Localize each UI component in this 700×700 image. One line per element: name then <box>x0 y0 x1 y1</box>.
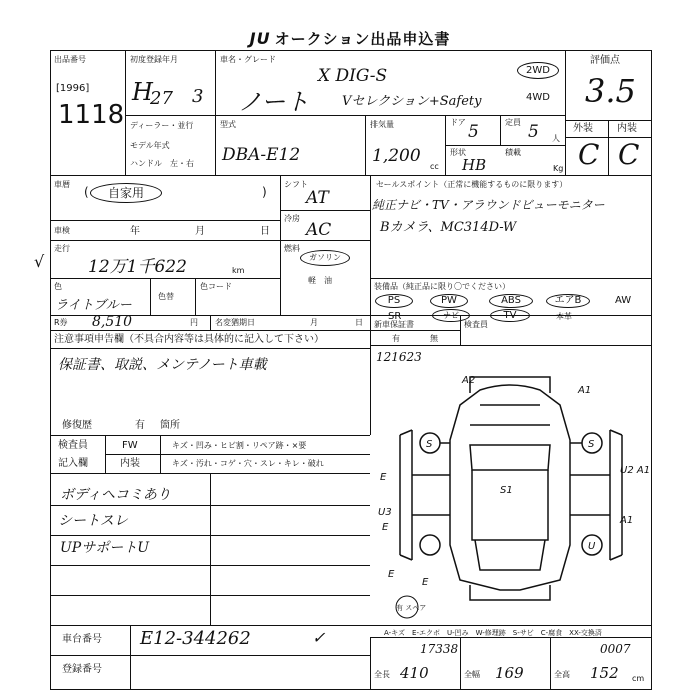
exterior-label: 外装 <box>573 123 593 134</box>
repair-value: 有 <box>135 420 145 431</box>
capacity-unit: 人 <box>552 134 560 143</box>
dim-ref2: 0007 <box>600 642 631 656</box>
equip-navi: ナビ <box>432 309 470 322</box>
mark-s-right: S <box>588 439 595 450</box>
checker-fw-desc: キズ・凹み・ヒビ割・リペア跡・×要 <box>172 441 307 450</box>
mark-a1-top: A1 <box>578 385 592 396</box>
transfer-day-label: 日 <box>355 318 363 327</box>
damage-legend: A-キズ E-エクボ U-凹み W-修理跡 S-サビ C-腐食 XX-交換済 <box>384 629 602 637</box>
shift-value: AT <box>306 188 329 208</box>
year-value: 27 <box>150 88 173 109</box>
equip-pw: PW <box>430 294 468 308</box>
chassis-value: E12-344262 <box>140 628 251 649</box>
color-value: ライトブルー <box>55 298 132 313</box>
lot-code: [1996] <box>56 83 90 94</box>
equip-tv: TV <box>490 309 530 322</box>
transfer-month-label: 月 <box>310 318 318 327</box>
lot-label: 出品番号 <box>54 55 86 64</box>
capacity-value: 5 <box>528 122 539 142</box>
doors-label: ドア <box>450 118 466 127</box>
mark-a1-right: A1 <box>620 515 634 526</box>
recycle-value: 8,510 <box>92 314 133 330</box>
remarks-line2: シートスレ <box>58 513 128 529</box>
model-name: ノート <box>238 88 310 116</box>
equip-sr: SR <box>388 311 402 322</box>
equip-ps: PS <box>375 294 413 308</box>
dim-width: 169 <box>495 664 524 682</box>
dim-height-label: 全高 <box>554 670 570 679</box>
remarks-line3: UPサポートU <box>60 540 150 556</box>
shape-label: 形状 <box>450 148 466 157</box>
model-year-label: モデル年式 <box>130 141 170 150</box>
dim-length-label: 全長 <box>374 670 390 679</box>
mileage-unit: km <box>232 266 245 275</box>
mileage-label: 走行 <box>54 244 70 253</box>
exterior-score: C <box>578 138 600 171</box>
mark-s1: S1 <box>500 485 513 496</box>
inspector-label: 検査員 <box>464 320 488 329</box>
doors-value: 5 <box>468 122 479 142</box>
chassis-label: 車台番号 <box>62 634 102 645</box>
model-grade-line1: X DIG-S <box>318 66 388 86</box>
registration-label: 登録番号 <box>62 664 102 675</box>
mark-e-left2: E <box>382 522 389 533</box>
checker-label-2: 記入欄 <box>58 458 88 469</box>
mark-u2-a1: U2 A1 <box>620 465 651 476</box>
notes-value: 保証書、取説、メンテノート車載 <box>58 357 267 373</box>
color-change-label: 色替 <box>158 292 174 301</box>
fuel-value: ガソリン <box>300 250 350 266</box>
equip-leather: 本革 <box>556 312 572 321</box>
history-label: 車暦 <box>54 180 70 189</box>
fuel-label: 燃料 <box>284 244 300 253</box>
inspection-label: 車検 <box>54 226 70 235</box>
ju-logo: JU <box>249 29 271 48</box>
cooler-label: 冷房 <box>284 214 300 223</box>
drive-2wd-option: 2WD <box>517 62 559 79</box>
mark-e-rear: E <box>388 569 395 580</box>
checker-fw: FW <box>122 440 138 451</box>
equip-airbag: エアB <box>546 294 590 308</box>
inspection-year-label: 年 <box>130 226 140 237</box>
inspector-number: 121623 <box>376 350 422 364</box>
car-damage-diagram <box>370 345 652 625</box>
mark-e-left: E <box>380 472 387 483</box>
notes-label: 注意事項申告欄（不具合内容等は具体的に記入して下さい） <box>54 334 324 345</box>
fuel-light-option: 軽 油 <box>308 276 332 285</box>
cooler-value: AC <box>306 220 332 240</box>
warranty-yes: 有 <box>392 334 400 343</box>
interior-label: 内装 <box>617 123 637 134</box>
mark-a2: A2 <box>462 375 476 386</box>
type-label: 型式 <box>220 120 236 129</box>
handle-label: ハンドル 左・右 <box>130 159 194 168</box>
mark-s-left: S <box>426 439 433 450</box>
mark-e-bottom: E <box>422 577 429 588</box>
capacity-label: 定員 <box>505 118 521 127</box>
checker-label-1: 検査員 <box>58 440 88 451</box>
interior-score: C <box>618 138 640 171</box>
score-label: 評価点 <box>590 55 620 66</box>
inspection-month-label: 月 <box>195 226 205 237</box>
equip-aw: AW <box>615 295 632 306</box>
recycle-label: R券 <box>54 318 68 327</box>
repair-unit: 箇所 <box>160 420 180 431</box>
sales-line1: 純正ナビ・TV・アラウンドビューモニター <box>372 198 605 212</box>
equipment-label: 装備品（純正品に限り〇でください） <box>374 282 510 291</box>
dim-width-label: 全幅 <box>464 670 480 679</box>
lot-number: 1118 <box>58 100 125 130</box>
spare-stamp: 有 スペア <box>396 604 427 612</box>
dim-height: 152 <box>590 664 619 682</box>
sales-label: セールスポイント（正常に機能するものに限ります） <box>376 180 568 189</box>
dim-ref1: 17338 <box>420 642 459 656</box>
remarks-line1: ボディヘコミあり <box>60 487 171 503</box>
color-code-label: 色コード <box>200 282 232 291</box>
mileage-check: √ <box>34 252 45 271</box>
dealer-label: ディーラー・並行 <box>130 121 194 130</box>
engine-unit: cc <box>430 162 439 171</box>
score-value: 3.5 <box>585 72 636 110</box>
checker-interior: 内装 <box>120 458 140 469</box>
type-value: DBA-E12 <box>222 145 301 165</box>
load-unit: Kg <box>553 164 564 173</box>
model-label: 車名・グレード <box>220 55 276 64</box>
inspection-day-label: 日 <box>260 226 270 237</box>
dim-unit: cm <box>632 674 645 683</box>
load-label: 積載 <box>505 148 521 157</box>
transfer-label: 名変猶期日 <box>215 318 255 327</box>
drive-4wd-option: 4WD <box>526 92 550 103</box>
checker-int-desc: キズ・汚れ・コゲ・穴・スレ・キレ・破れ <box>172 459 324 468</box>
chassis-check: ✓ <box>312 628 326 647</box>
recycle-unit: 円 <box>190 318 198 327</box>
mark-u-rear: U <box>588 541 596 552</box>
repair-label: 修復歴 <box>62 420 92 431</box>
form-title: オークション出品申込書 <box>274 30 451 48</box>
mark-u3: U3 <box>378 507 392 518</box>
dim-length: 410 <box>400 664 429 682</box>
warranty-label: 新車保証書 <box>374 320 414 329</box>
color-label: 色 <box>54 282 62 291</box>
year-era: H <box>132 78 153 106</box>
history-value: 自家用 <box>90 183 162 203</box>
sales-line2: Bカメラ、MC314D-W <box>380 220 517 235</box>
engine-label: 排気量 <box>370 120 394 129</box>
shift-label: シフト <box>284 180 308 189</box>
mileage-value: 12万1千622 <box>88 257 187 277</box>
form-header <box>0 28 700 49</box>
equip-abs: ABS <box>489 294 533 308</box>
year-month: 3 <box>192 86 204 107</box>
year-label: 初度登録年月 <box>130 55 178 64</box>
warranty-no: 無 <box>430 334 438 343</box>
shape-value: HB <box>462 156 487 174</box>
model-grade-line2: Vセレクション+Safety <box>342 94 482 109</box>
engine-value: 1,200 <box>372 146 421 166</box>
